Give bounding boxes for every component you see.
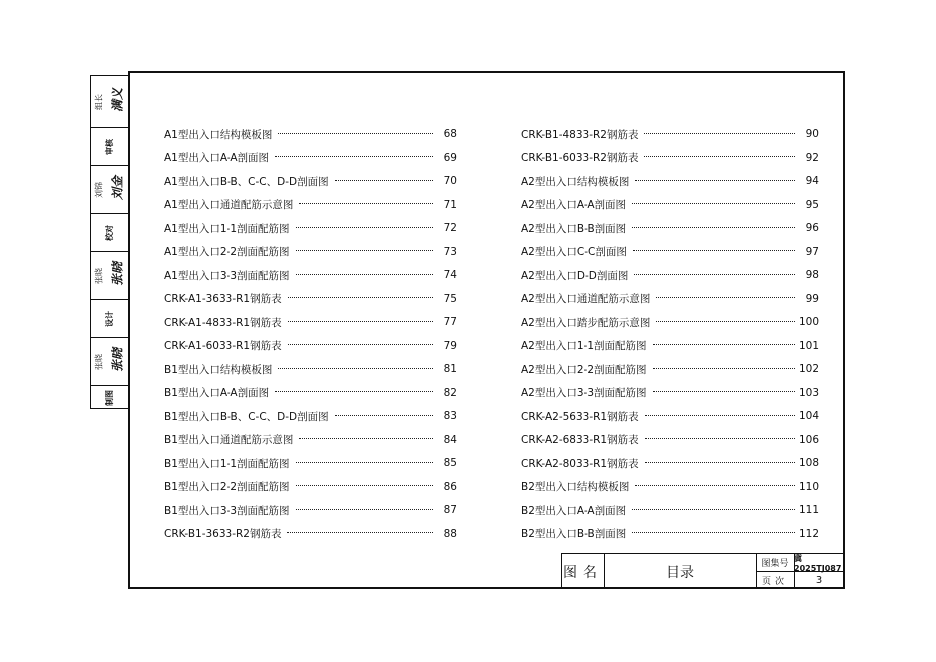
signature-role-label: 刘锦	[94, 181, 104, 198]
signature-cell	[91, 300, 128, 338]
toc-entry-title: B1型出入口B-B、C-C、D-D剖面图	[164, 410, 329, 423]
toc-entry-page: 96	[805, 222, 819, 234]
dot-leader	[644, 155, 795, 157]
toc-entry-title: CRK-A2-6833-R1钢筋表	[521, 434, 639, 446]
toc-entry-page: 100	[798, 316, 819, 328]
signature-role-label: 组长	[94, 93, 104, 110]
toc-entry-page: 71	[443, 198, 457, 211]
toc-entry-page: 95	[805, 198, 819, 211]
toc-entry-page: 94	[805, 175, 819, 187]
dot-leader	[656, 320, 795, 322]
signature-role-label: 设计	[105, 310, 114, 327]
dot-leader	[645, 461, 795, 463]
toc-entry-page: 83	[443, 410, 457, 422]
toc-entry-page: 82	[443, 386, 457, 399]
toc-entry	[164, 430, 457, 450]
dot-leader	[632, 508, 795, 510]
dot-leader	[335, 414, 433, 416]
toc-entry-page: 81	[443, 363, 457, 375]
atlas-number: 冀2025TJ087	[794, 554, 844, 572]
dot-leader	[653, 390, 795, 392]
toc-entry	[164, 406, 457, 426]
page-number-label: 页次	[756, 571, 795, 589]
dot-leader	[645, 414, 795, 416]
toc-entry-page: 108	[798, 457, 819, 469]
dot-leader	[656, 296, 795, 298]
toc-entry-title: A1型出入口1-1剖面配筋图	[164, 222, 290, 235]
toc-entry	[521, 265, 819, 285]
toc-entry-title: A2型出入口1-1剖面配筋图	[521, 340, 647, 352]
dot-leader	[288, 296, 433, 298]
dot-leader	[644, 132, 795, 134]
signature-cell	[91, 128, 128, 166]
toc-entry-title: A1型出入口3-3剖面配筋图	[164, 269, 290, 282]
dot-leader	[275, 390, 433, 392]
signature-panel	[90, 75, 128, 409]
toc-entry	[164, 524, 457, 544]
toc-entry-title: CRK-A1-4833-R1钢筋表	[164, 316, 282, 329]
toc-entry	[521, 453, 819, 473]
signature-cell	[91, 338, 128, 386]
toc-entry-title: A2型出入口D-D剖面图	[521, 269, 629, 282]
toc-entry-page: 98	[805, 269, 819, 281]
toc-entry	[164, 265, 457, 285]
toc-entry	[164, 195, 457, 215]
toc-entry	[164, 477, 457, 497]
toc-entry-page: 88	[443, 527, 457, 540]
dot-leader	[296, 249, 433, 251]
dot-leader	[296, 484, 433, 486]
toc-entry-page: 85	[443, 457, 457, 469]
signature-role-label: 制图	[105, 390, 114, 406]
toc-entry-page: 84	[443, 433, 457, 446]
toc-entry-title: A2型出入口3-3剖面配筋图	[521, 387, 647, 399]
dot-leader	[632, 226, 795, 228]
toc-entry-title: A1型出入口A-A剖面图	[164, 152, 270, 164]
toc-entry	[521, 312, 819, 332]
dot-leader	[653, 367, 795, 369]
toc-entry-page: 90	[805, 128, 819, 140]
toc-entry	[521, 195, 819, 215]
dot-leader	[296, 273, 433, 275]
toc-entry-title: A1型出入口2-2剖面配筋图	[164, 246, 290, 258]
signature-cell	[91, 76, 128, 128]
toc-entry	[521, 124, 819, 144]
toc-entry	[521, 218, 819, 238]
toc-entry-page: 111	[798, 504, 819, 516]
toc-entry	[521, 289, 819, 309]
toc-entry	[164, 124, 457, 144]
toc-entry-page: 110	[798, 480, 819, 493]
toc-entry-title: A2型出入口2-2剖面配筋图	[521, 363, 647, 376]
dot-leader	[335, 179, 433, 181]
toc-entry-page: 72	[443, 222, 457, 234]
dot-leader	[632, 531, 795, 533]
toc-entry	[521, 336, 819, 356]
handwritten-signature: 张晓	[110, 261, 125, 286]
dot-leader	[288, 320, 433, 322]
toc-entry-page: 73	[443, 245, 457, 258]
dot-leader	[299, 437, 433, 439]
toc-entry	[521, 359, 819, 379]
dot-leader	[278, 132, 433, 134]
dot-leader	[635, 484, 795, 486]
toc-entry-title: A1型出入口通道配筋示意图	[164, 199, 294, 211]
toc-entry-page: 87	[443, 504, 457, 516]
signature-role-label: 审核	[105, 138, 114, 155]
toc-entry	[164, 289, 457, 309]
dot-leader	[296, 226, 433, 228]
dot-leader	[278, 367, 433, 369]
toc-entry-page: 79	[443, 339, 457, 352]
toc-entry	[521, 477, 819, 497]
toc-entry-title: A2型出入口踏步配筋示意图	[521, 316, 651, 329]
handwritten-signature: 张晓	[110, 347, 125, 372]
toc-entry-title: CRK-A1-3633-R1钢筋表	[164, 293, 282, 305]
dot-leader	[288, 343, 433, 345]
toc-entry-page: 86	[443, 480, 457, 493]
toc-entry	[521, 242, 819, 262]
signature-cell	[91, 214, 128, 252]
toc-entry-page: 101	[798, 339, 819, 352]
dot-leader	[287, 531, 433, 533]
toc-entry-title: A1型出入口B-B、C-C、D-D剖面图	[164, 175, 329, 188]
toc-entry-page: 74	[443, 269, 457, 281]
toc-entry	[164, 336, 457, 356]
toc-entry	[521, 171, 819, 191]
signature-role-label: 校对	[105, 224, 114, 241]
title-block	[561, 553, 845, 589]
toc-entry	[521, 406, 819, 426]
toc-entry-page: 112	[798, 527, 819, 540]
toc-entry-title: B2型出入口结构模板图	[521, 481, 630, 493]
toc-entry	[521, 500, 819, 520]
signature-cell	[91, 166, 128, 214]
drawing-name: 目录	[604, 554, 757, 589]
dot-leader	[632, 202, 795, 204]
toc-entry	[164, 242, 457, 262]
toc-entry-title: CRK-B1-3633-R2钢筋表	[164, 528, 282, 540]
toc-entry	[164, 171, 457, 191]
dot-leader	[299, 202, 433, 204]
toc-entry-title: CRK-A2-8033-R1钢筋表	[521, 457, 639, 470]
toc-entry	[164, 148, 457, 168]
signature-cell	[91, 252, 128, 300]
toc-entry	[164, 218, 457, 238]
toc-entry-title: A2型出入口A-A剖面图	[521, 199, 627, 211]
dot-leader	[296, 508, 433, 510]
toc-entry-page: 106	[798, 433, 819, 446]
toc-entry	[521, 148, 819, 168]
toc-entry-page: 102	[798, 363, 819, 375]
toc-entry-title: B2型出入口A-A剖面图	[521, 504, 627, 517]
toc-entry-page: 70	[443, 175, 457, 187]
toc-entry-title: A2型出入口C-C剖面图	[521, 246, 627, 258]
toc-entry-page: 68	[443, 128, 457, 140]
toc-entry-title: CRK-A2-5633-R1钢筋表	[521, 410, 639, 423]
signature-role-label: 张晓	[94, 267, 104, 284]
toc-entry-title: B2型出入口B-B剖面图	[521, 528, 627, 540]
toc-entry-page: 69	[443, 151, 457, 164]
toc-entry-page: 77	[443, 316, 457, 328]
dot-leader	[634, 273, 795, 275]
toc-entry-title: B1型出入口通道配筋示意图	[164, 434, 294, 446]
toc-entry-title: A2型出入口结构模板图	[521, 175, 630, 188]
toc-entry-page: 104	[798, 410, 819, 422]
toc-entry-title: B1型出入口3-3剖面配筋图	[164, 504, 290, 517]
toc-entry	[164, 383, 457, 403]
toc-entry	[164, 500, 457, 520]
toc-entry	[521, 383, 819, 403]
atlas-number-label: 图集号	[756, 554, 795, 572]
toc-entry	[521, 524, 819, 544]
toc-entry-page: 92	[805, 151, 819, 164]
drawing-name-label: 图名	[562, 554, 605, 589]
toc-entry-title: A1型出入口结构模板图	[164, 128, 273, 141]
dot-leader	[653, 343, 795, 345]
dot-leader	[275, 155, 433, 157]
dot-leader	[633, 249, 795, 251]
toc-entry-title: B1型出入口1-1剖面配筋图	[164, 457, 290, 470]
toc-entry	[164, 312, 457, 332]
signature-role-label: 张晓	[94, 353, 104, 370]
toc-entry-title: CRK-B1-6033-R2钢筋表	[521, 152, 639, 164]
page-number: 3	[815, 574, 823, 586]
toc-entry-page: 75	[443, 292, 457, 305]
toc-entry	[164, 359, 457, 379]
toc-entry-title: B1型出入口2-2剖面配筋图	[164, 481, 290, 493]
handwritten-signature: 满义	[110, 87, 125, 112]
dot-leader	[645, 437, 795, 439]
toc-entry-title: B1型出入口A-A剖面图	[164, 387, 270, 399]
toc-entry-title: CRK-A1-6033-R1钢筋表	[164, 340, 282, 352]
toc-entry-title: A2型出入口B-B剖面图	[521, 222, 627, 235]
toc-entry-page: 103	[798, 386, 819, 399]
toc-entry-page: 97	[805, 245, 819, 258]
toc-entry	[521, 430, 819, 450]
handwritten-signature: 刘金	[110, 175, 125, 200]
dot-leader	[296, 461, 433, 463]
toc-entry-page: 99	[805, 292, 819, 305]
toc-entry	[164, 453, 457, 473]
dot-leader	[635, 179, 795, 181]
toc-entry-title: CRK-B1-4833-R2钢筋表	[521, 128, 639, 141]
toc-entry-title: A2型出入口通道配筋示意图	[521, 293, 651, 305]
signature-cell	[91, 386, 128, 410]
toc-entry-title: B1型出入口结构模板图	[164, 363, 273, 376]
